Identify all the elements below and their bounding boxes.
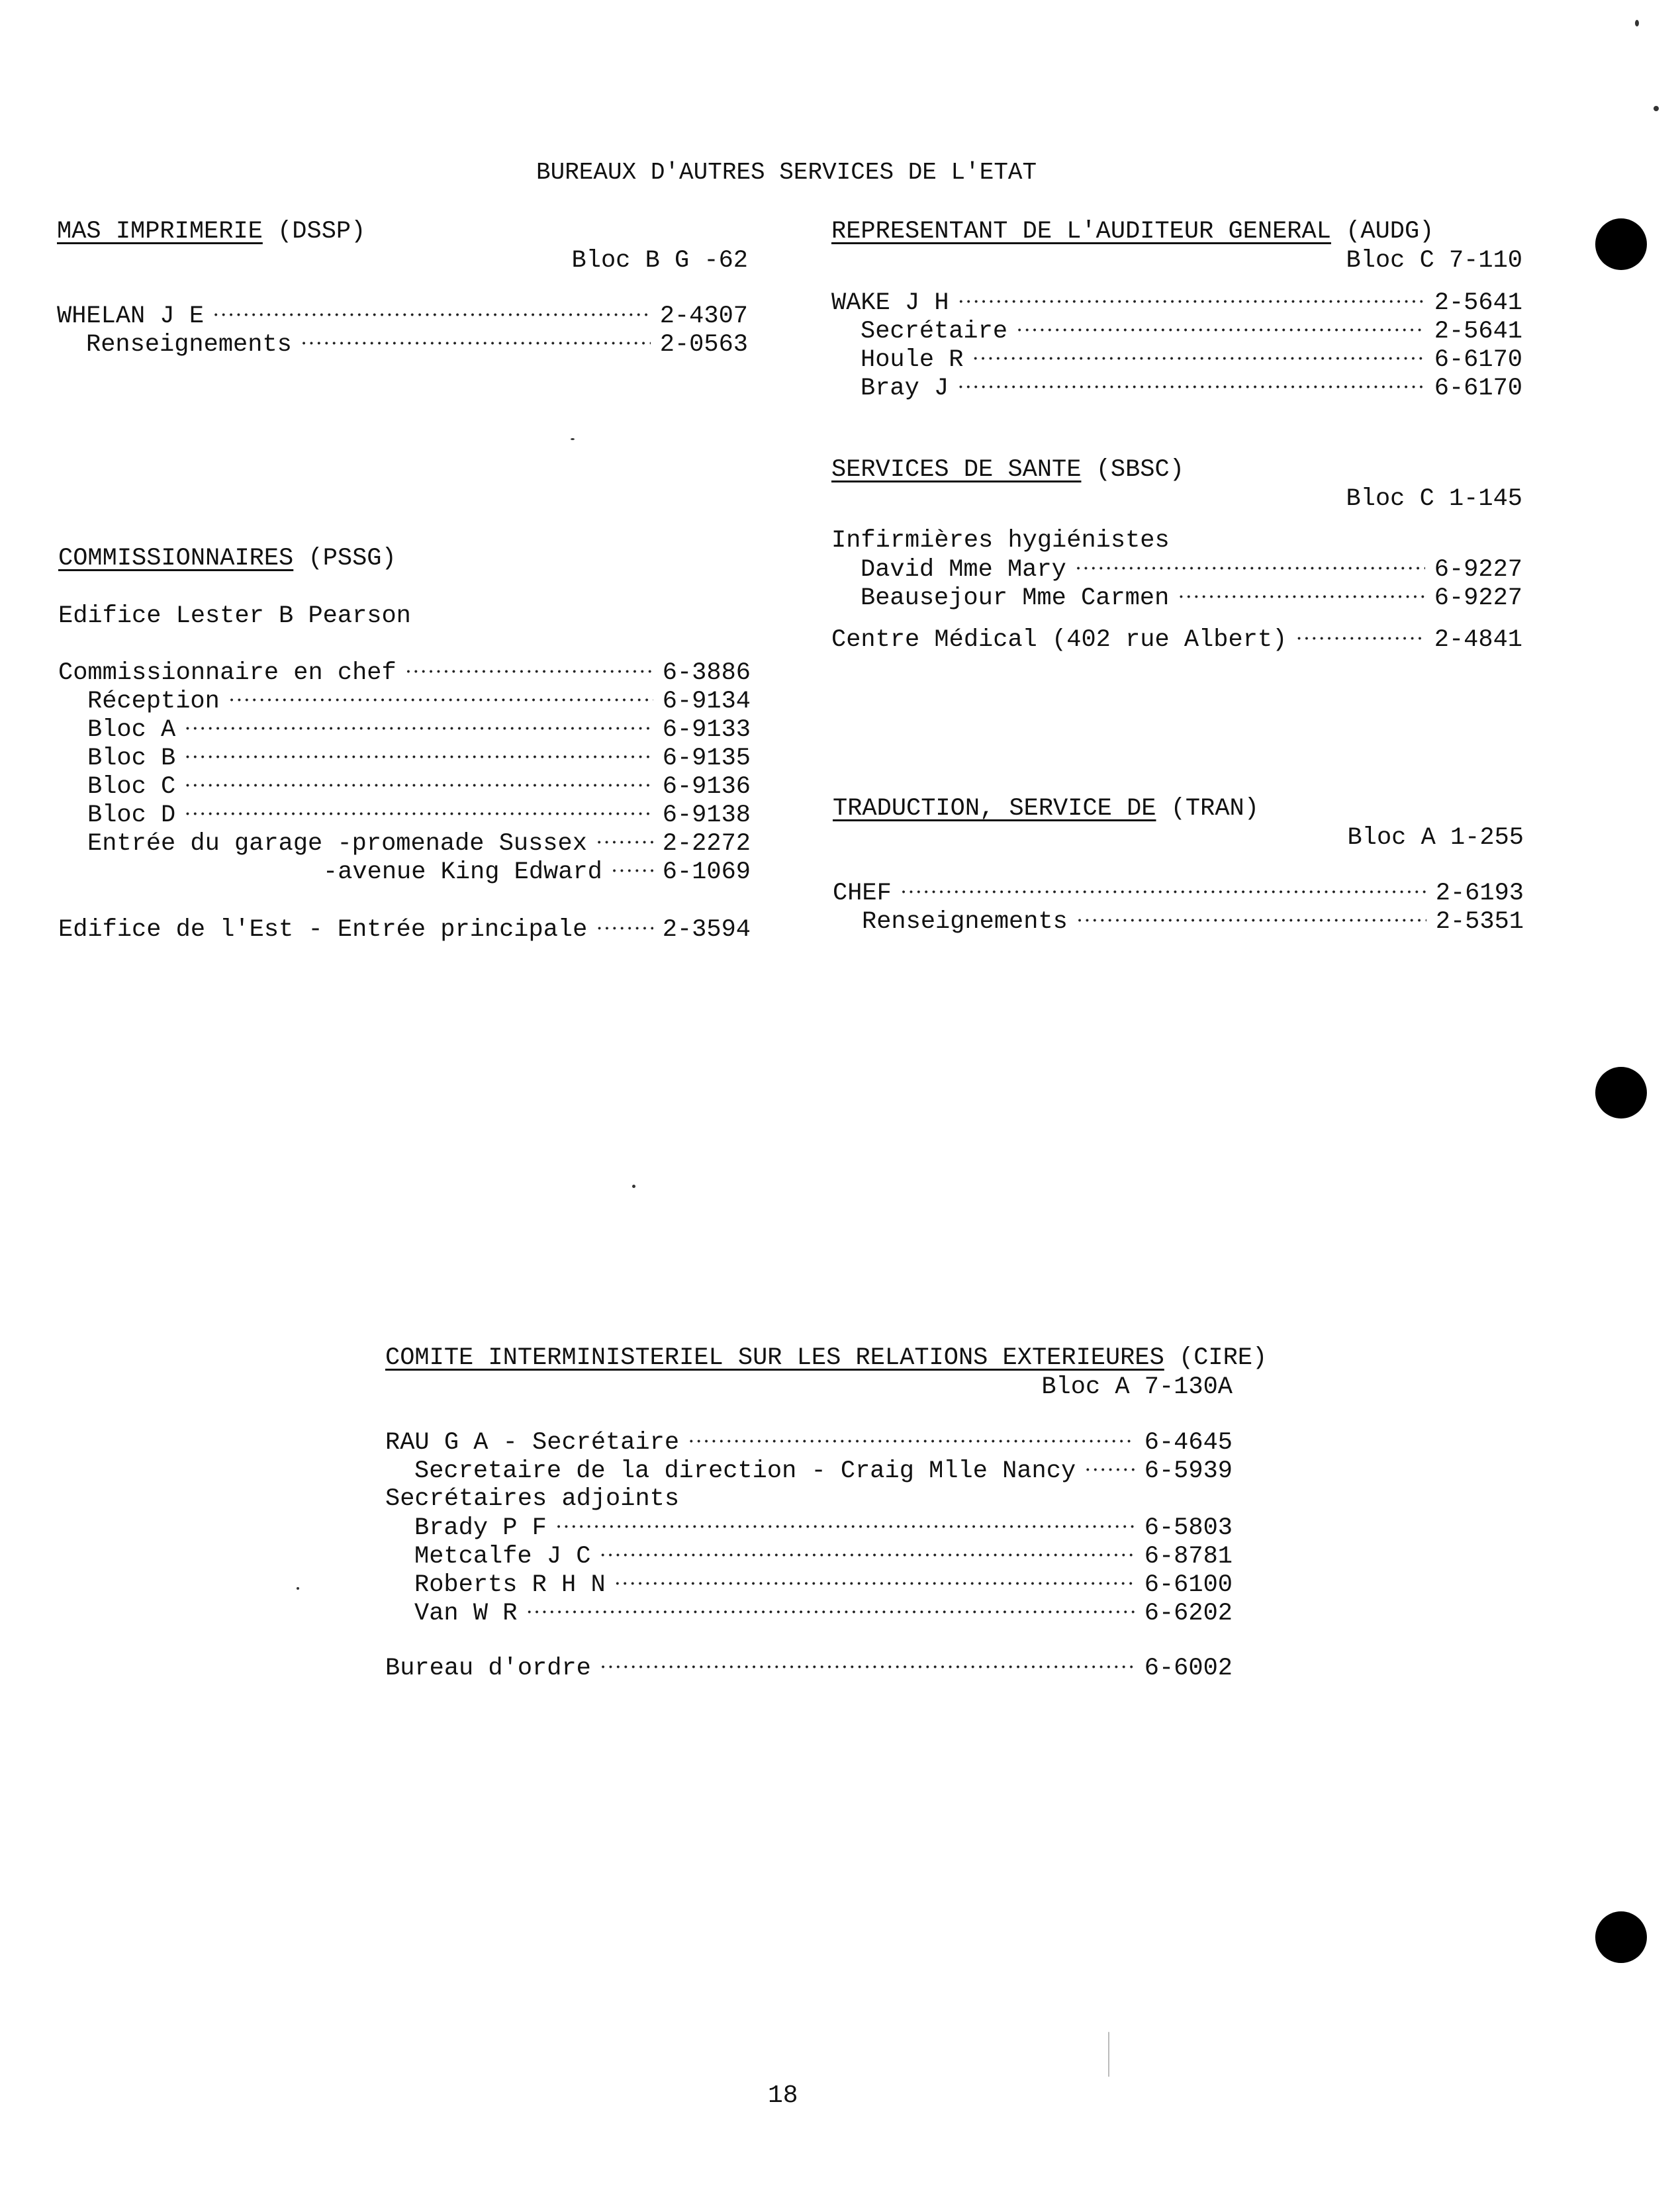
directory-entry (57, 330, 748, 359)
dot-leader (185, 744, 653, 773)
entry-name: Van W R (414, 1600, 518, 1628)
entry-phone: 6-6170 (1434, 375, 1522, 403)
scan-speck (571, 438, 575, 440)
directory-entry (58, 687, 751, 715)
dot-leader (615, 1571, 1135, 1600)
section-sbsc (831, 455, 1522, 654)
entry-name: Secretaire de la direction - Craig Mlle Nancy (414, 1457, 1076, 1486)
entry-phone: 6-4645 (1144, 1429, 1233, 1457)
entry-name: Edifice de l'Est - Entrée principale (58, 916, 588, 944)
entry-name: Réception (87, 688, 220, 716)
dot-leader (958, 374, 1425, 403)
section-code: (CIRE) (1179, 1344, 1268, 1372)
section-pssg (58, 544, 751, 944)
entry-name: -avenue King Edward (323, 858, 602, 887)
directory-entry (385, 1654, 1233, 1682)
entry-name: Roberts R H N (414, 1571, 606, 1600)
dot-leader (600, 1654, 1135, 1683)
directory-entry (58, 744, 751, 772)
directory-entry (58, 829, 751, 858)
dot-leader (229, 687, 653, 716)
section-location: Bloc C 7-110 (1346, 247, 1522, 275)
directory-entry (58, 659, 751, 687)
directory-entry (385, 1514, 1233, 1542)
scan-speck (1654, 106, 1659, 111)
entry-phone: 6-6100 (1144, 1571, 1233, 1600)
entry-name: Renseignements (86, 331, 292, 359)
section-heading (831, 217, 1522, 246)
entry-name: Bureau d'ordre (385, 1655, 591, 1683)
section-heading (57, 217, 748, 246)
section-title: TRADUCTION, SERVICE DE (833, 795, 1156, 823)
entry-phone: 6-9227 (1434, 556, 1522, 584)
section-heading (831, 455, 1522, 484)
section-title: REPRESENTANT DE L'AUDITEUR GENERAL (831, 218, 1331, 246)
entry-name: CHEF (833, 880, 892, 908)
punch-hole (1595, 1911, 1647, 1963)
directory-entry (831, 584, 1522, 612)
entry-name: Bray J (861, 375, 949, 403)
section-title: COMMISSIONNAIRES (58, 545, 294, 572)
directory-entry (831, 625, 1522, 654)
directory-entry (831, 374, 1522, 402)
section-location: Bloc A 7-130A (1041, 1373, 1233, 1401)
section-location: Bloc B G -62 (571, 247, 748, 275)
punch-hole (1595, 218, 1647, 270)
directory-entry (833, 907, 1524, 936)
dot-leader (556, 1514, 1135, 1543)
entry-name: Secrétaire (861, 318, 1008, 346)
dot-leader (1178, 584, 1424, 613)
entry-phone: 6-6170 (1434, 346, 1522, 375)
dot-leader (596, 829, 653, 858)
dot-leader (1296, 625, 1424, 655)
entry-phone: 2-2272 (662, 830, 751, 858)
entry-name: Renseignements (862, 908, 1068, 936)
entry-name: Bloc C (87, 773, 176, 801)
page-title: BUREAUX D'AUTRES SERVICES DE L'ETAT (536, 159, 1037, 186)
entry-name: David Mme Mary (861, 556, 1066, 584)
dot-leader (185, 715, 653, 745)
section-subheading: Infirmières hygiénistes (831, 527, 1170, 555)
entry-phone: 2-3594 (662, 916, 751, 944)
entry-phone: 2-4307 (659, 302, 748, 331)
entry-phone: 2-4841 (1434, 626, 1522, 655)
entry-phone: 2-5641 (1434, 318, 1522, 346)
page-number: 18 (768, 2081, 798, 2110)
section-location: Bloc A 1-255 (1347, 824, 1524, 852)
dot-leader (1077, 907, 1426, 936)
directory-entry (385, 1542, 1233, 1571)
scan-speck (1635, 20, 1639, 26)
directory-entry (57, 302, 748, 330)
directory-entry (58, 715, 751, 744)
dot-leader (901, 879, 1426, 908)
section-code: (DSSP) (277, 218, 366, 246)
entry-phone: 2-6193 (1435, 880, 1524, 908)
section-dssp (57, 217, 748, 359)
entry-phone: 6-9133 (662, 716, 751, 745)
dot-leader (1017, 317, 1425, 346)
entry-name: Brady P F (414, 1514, 547, 1543)
entry-name: Bloc A (87, 716, 176, 745)
directory-entry (385, 1599, 1233, 1627)
dot-leader (185, 772, 653, 801)
building-name: Edifice Lester B Pearson (58, 602, 411, 630)
section-heading (833, 794, 1524, 823)
entry-phone: 6-9227 (1434, 584, 1522, 613)
dot-leader (185, 801, 653, 830)
section-title: MAS IMPRIMERIE (57, 218, 263, 246)
entry-phone: 6-6202 (1144, 1600, 1233, 1628)
section-tran (833, 794, 1524, 936)
entry-phone: 6-8781 (1144, 1543, 1233, 1571)
entry-name: Bloc B (87, 745, 176, 773)
section-code: (TRAN) (1170, 795, 1259, 823)
dot-leader (600, 1542, 1135, 1571)
entry-phone: 6-6002 (1144, 1655, 1233, 1683)
section-audg (831, 217, 1522, 402)
entry-name: Entrée du garage -promenade Sussex (87, 830, 587, 858)
entry-name: WHELAN J E (57, 302, 205, 331)
section-heading (58, 544, 751, 573)
entry-name: Commissionnaire en chef (58, 659, 397, 688)
directory-entry (385, 1571, 1233, 1599)
entry-phone: 6-9138 (662, 801, 751, 830)
entry-name: Houle R (861, 346, 964, 375)
section-code: (PSSG) (308, 545, 397, 572)
section-code: (AUDG) (1346, 218, 1434, 246)
dot-leader (596, 915, 653, 944)
directory-entry (385, 1457, 1233, 1485)
scan-speck (297, 1587, 299, 1590)
entry-phone: 6-9134 (662, 688, 751, 716)
directory-entry (831, 555, 1522, 584)
section-heading (385, 1344, 1268, 1373)
entry-name: Beausejour Mme Carmen (861, 584, 1170, 613)
section-title: COMITE INTERMINISTERIEL SUR LES RELATIONS EXTERIEURES (385, 1344, 1164, 1372)
section-title: SERVICES DE SANTE (831, 456, 1082, 484)
dot-leader (526, 1599, 1135, 1628)
dot-leader (1076, 555, 1425, 584)
entry-name: Centre Médical (402 rue Albert) (831, 626, 1287, 655)
entry-phone: 6-9135 (662, 745, 751, 773)
entry-phone: 2-5641 (1434, 289, 1522, 318)
entry-phone: 6-5939 (1144, 1457, 1233, 1486)
entry-phone: 6-1069 (662, 858, 751, 887)
dot-leader (612, 858, 653, 887)
section-code: (SBSC) (1096, 456, 1184, 484)
dot-leader (301, 330, 651, 359)
directory-entry (58, 772, 751, 801)
dot-leader (958, 289, 1425, 318)
dot-leader (688, 1428, 1135, 1457)
section-cire (385, 1344, 1268, 1683)
directory-entry (831, 345, 1522, 374)
entry-name: RAU G A - Secrétaire (385, 1429, 680, 1457)
entry-phone: 6-9136 (662, 773, 751, 801)
scan-speck (632, 1185, 635, 1188)
dot-leader (406, 659, 653, 688)
directory-entry (831, 289, 1522, 317)
directory-entry (385, 1428, 1233, 1457)
entry-phone: 6-3886 (662, 659, 751, 688)
scan-speck (1108, 2032, 1109, 2077)
directory-entry (58, 858, 751, 886)
section-location: Bloc C 1-145 (1346, 485, 1522, 513)
directory-entry (58, 801, 751, 829)
entry-phone: 2-5351 (1435, 908, 1524, 936)
directory-entry (58, 915, 751, 944)
directory-entry (831, 317, 1522, 345)
section-subheading: Secrétaires adjoints (385, 1485, 680, 1513)
punch-hole (1595, 1067, 1647, 1119)
entry-phone: 6-5803 (1144, 1514, 1233, 1543)
dot-leader (1085, 1457, 1135, 1486)
dot-leader (213, 302, 651, 331)
dot-leader (972, 345, 1424, 375)
entry-name: Bloc D (87, 801, 176, 830)
entry-name: Metcalfe J C (414, 1543, 591, 1571)
entry-name: WAKE J H (831, 289, 949, 318)
entry-phone: 2-0563 (659, 331, 748, 359)
directory-entry (833, 879, 1524, 907)
